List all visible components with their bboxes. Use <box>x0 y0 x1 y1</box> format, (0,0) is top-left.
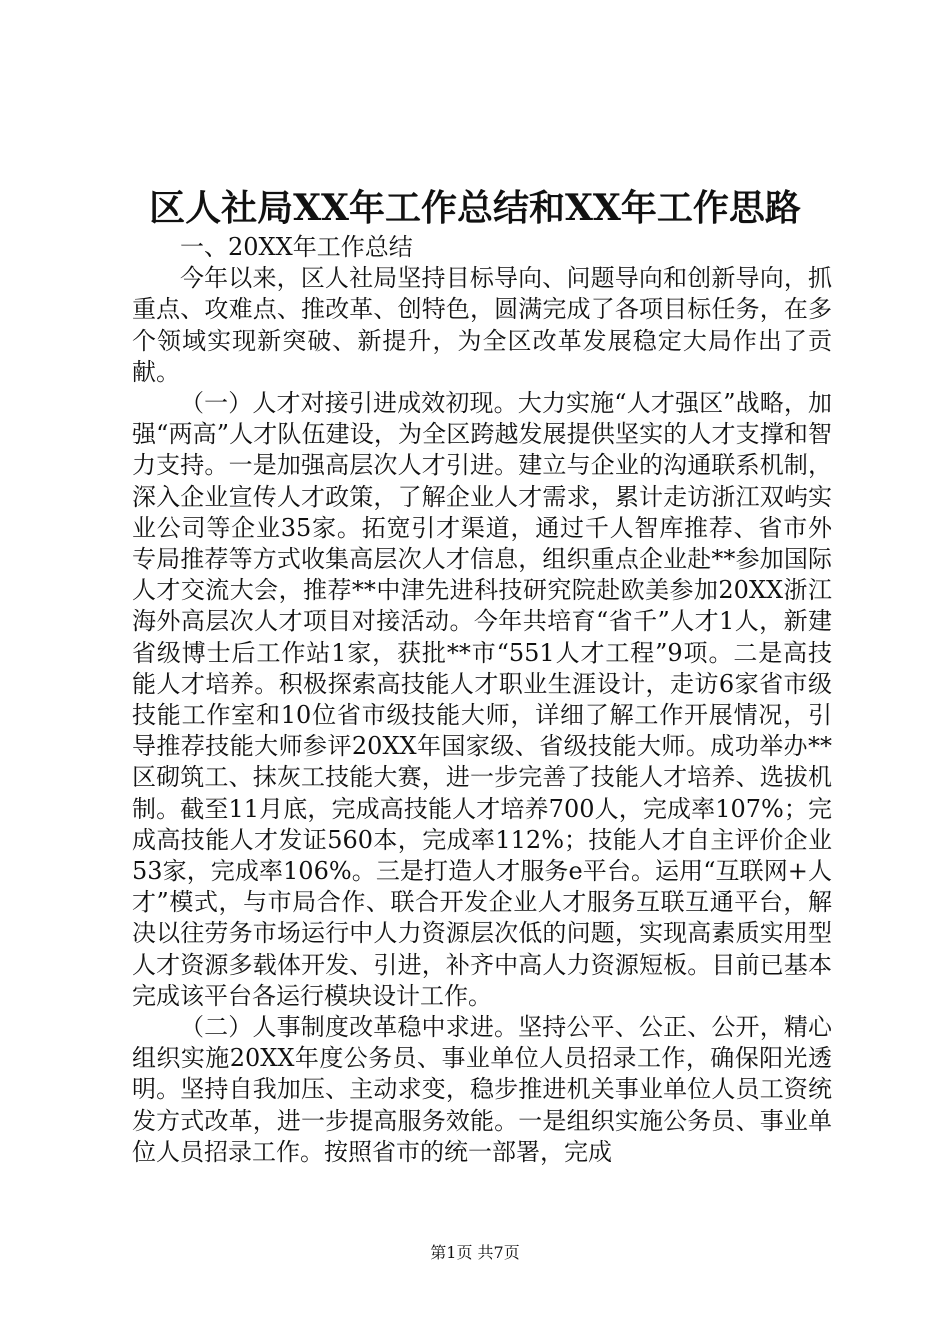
page-number: 第1页 共7页 <box>430 1243 520 1262</box>
body-paragraph: （一）人才对接引进成效初现。大力实施“人才强区”战略，加强“两高”人才队伍建设，为全区跨越发展提供坚实的人才支撑和智力支持。一是加强高层次人才引进。建立与企业的沟通联系机制，深入企业宣传人才政策，了解企业人才需求，累计走访浙江双屿实业公司等企业35家。拓宽引才渠道，通过千人智库推荐、省市外专局推荐等方式收集高层次人才信息，组织重点企业赴**参加国际人才交流大会，推荐**中津先进科技研究院赴欧美参加20XX浙江海外高层次人才项目对接活动。今年共培育“省千”人才1人，新建省级博士后工作站1家，获批**市“551人才工程”9项。二是高技能人才培养。积极探索高技能人才职业生涯设计，走访6家省市级技能工作室和10位省市级技能大师，详细了解工作开展情况，引导推荐技能大师参评20XX年国家级、省级技能大师。成功举办**区砌筑工、抹灰工技能大赛，进一步完善了技能人才培养、选拔机制。截至11月底，完成高技能人才培养700人，完成率107%；完成高技能人才发证560本，完成率112%；技能人才自主评价企业53家，完成率106%。三是打造人才服务e平台。运用“互联网+人才”模式，与市局合作、联合开发企业人才服务互联互通平台，解决以往劳务市场运行中人力资源层次低的问题，实现高素质实用型人才资源多载体开发、引进，补齐中高人力资源短板。目前已基本完成该平台各运行模块设计工作。 <box>132 389 832 1010</box>
document-body <box>132 232 832 1168</box>
document-title: 区人社局XX年工作总结和XX年工作思路 <box>149 187 801 229</box>
body-paragraph: 今年以来，区人社局坚持目标导向、问题导向和创新导向，抓重点、攻难点、推改革、创特色，圆满完成了各项目标任务，在多个领域实现新突破、新提升，为全区改革发展稳定大局作出了贡献。 <box>132 264 832 386</box>
section-heading: 一、20XX年工作总结 <box>180 233 413 261</box>
body-paragraph: （二）人事制度改革稳中求进。坚持公平、公正、公开，精心组织实施20XX年度公务员、事业单位人员招录工作，确保阳光透明。坚持自我加压、主动求变，稳步推进机关事业单位人员工资统发方式改革，进一步提高服务效能。一是组织实施公务员、事业单位人员招录工作。按照省市的统一部署，完成 <box>132 1013 832 1166</box>
